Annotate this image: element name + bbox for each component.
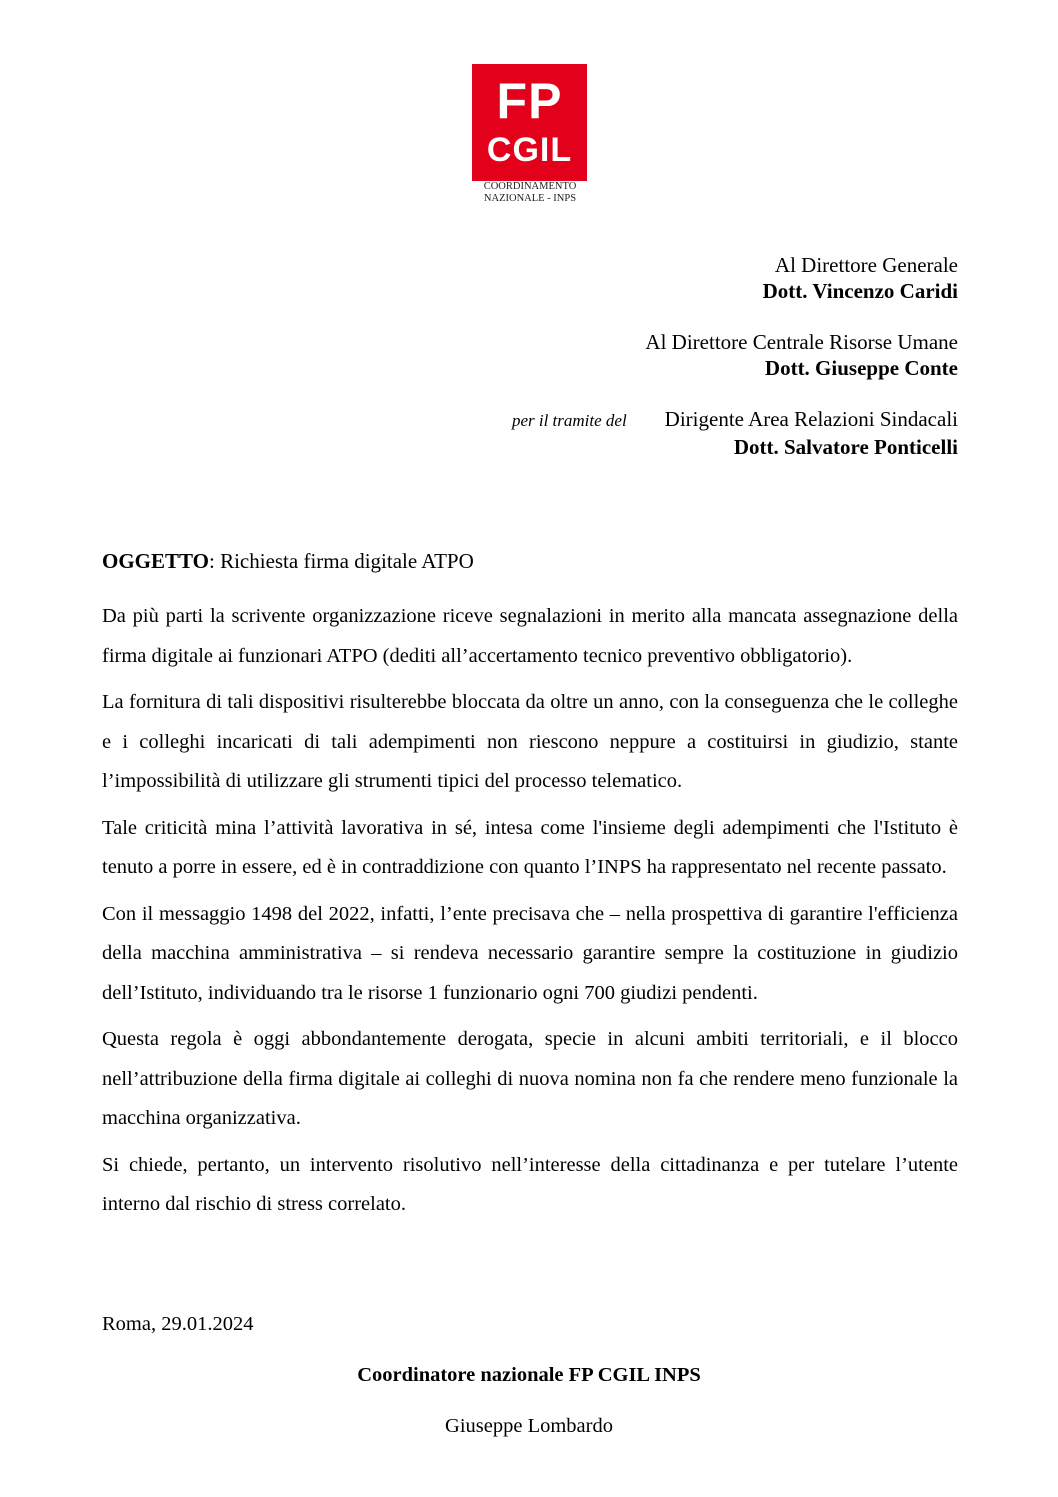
addressee-name: Dott. Salvatore Ponticelli [733,435,958,459]
subject-line [102,548,474,574]
addressee-director-general [512,252,958,304]
logo-subtitle-line2: NAZIONALE - INPS [483,193,577,204]
signature-name: Giuseppe Lombardo [445,1415,613,1437]
paragraph: Tale criticità mina l’attività lavorativa in sé, intesa come l'insieme degli adempimenti che l'Istituto è tenuto a porre in essere, ed è in contraddizione con quanto l’INPS ha rappresentato nel recente passato. [102,816,958,878]
fp-cgil-logo [472,64,587,181]
signature-title: Coordinatore nazionale FP CGIL INPS [357,1364,701,1386]
subject-text: : Richiesta firma digitale ATPO [208,549,474,573]
addressee-name: Dott. Vincenzo Caridi [762,279,958,303]
addressee-prefix: per il tramite del [511,411,627,430]
addressee-role: Al Direttore Centrale Risorse Umane [645,330,958,354]
addressee-hr-director [512,329,958,381]
subject-label: OGGETTO [102,549,209,573]
addressees [512,252,958,485]
paragraph: La fornitura di tali dispositivi risulterebbe bloccata da oltre un anno, con la conseguenza che le colleghe e i colleghi incaricati di tali adempimenti non riescono neppure a costituirsi in giudizio, stante l’impossibilità di utilizzare gli strumenti tipici del processo telematico. [102,691,958,792]
paragraph: Da più parti la scrivente organizzazione riceve segnalazioni in merito alla mancata assegnazione della firma digitale ai funzionari ATPO (dediti all’accertamento tecnico preventivo obbligatorio). [102,605,958,667]
paragraph: Con il messaggio 1498 del 2022, infatti, l’ente precisava che – nella prospettiva di garantire l'efficienza della macchina amministrativa – si rendeva necessario garantire sempre la costituzione in giudizio dell’Istituto, individuando tra le risorse 1 funzionario ogni 700 giudizi pendenti. [102,902,958,1004]
paragraph: Questa regola è oggi abbondantemente derogata, specie in alcuni ambiti territoriali, e il blocco nell’attribuzione della firma digitale ai colleghi di nuova nomina non fa che rendere meno funzionale la macchina organizzativa. [102,1028,958,1129]
letter-date: Roma, 29.01.2024 [102,1313,254,1335]
logo-subtitle [470,181,590,205]
addressee-name: Dott. Giuseppe Conte [764,356,958,380]
addressee-role: Dirigente Area Relazioni Sindacali [664,407,958,431]
logo-cgil-text: CGIL [486,131,573,169]
letter-body [102,597,958,1232]
paragraph: Si chiede, pertanto, un intervento risolutivo nell’interesse della cittadinanza e per tutelare l’utente interno dal rischio di stress correlato. [102,1153,958,1215]
logo-subtitle-line1: COORDINAMENTO [483,181,577,192]
addressee-union-relations [512,406,958,460]
logo-fp-text: FP [496,73,563,129]
addressee-role: Al Direttore Generale [774,253,958,277]
